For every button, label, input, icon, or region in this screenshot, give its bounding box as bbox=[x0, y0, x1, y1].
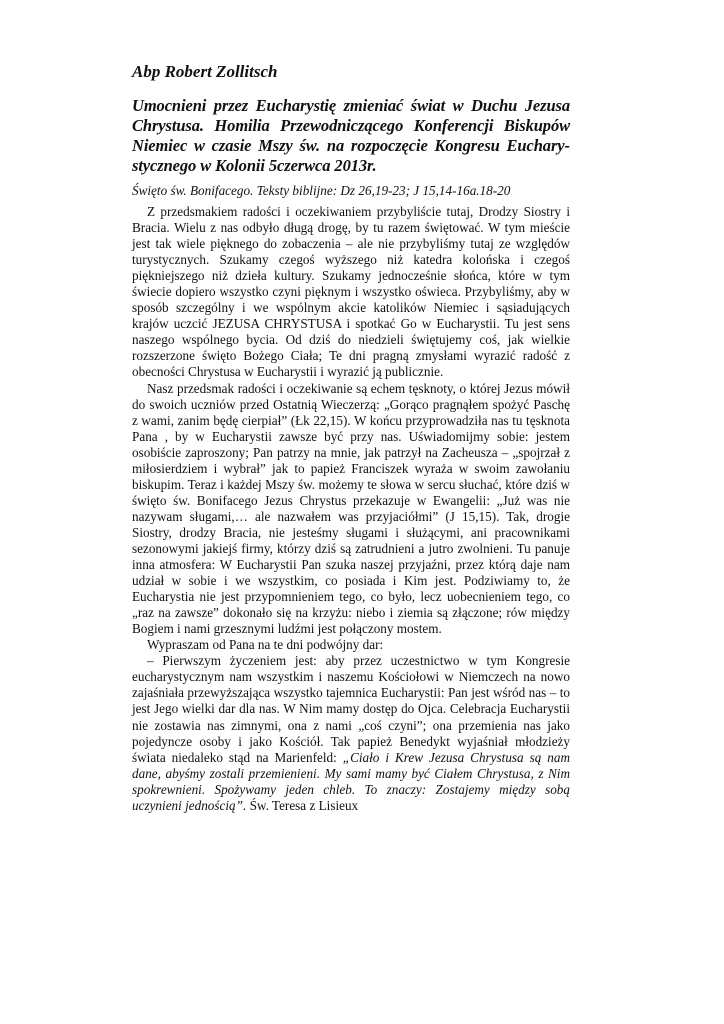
paragraph-4-text: – Pierwszym życzeniem jest: aby przez uczestnictwo w tym Kongresie eucharystycznym nam wszystkim i naszemu Kościołowi w Niemczech na nowo zajaśniała przewyższająca wszystko tajemnica Eucharystii: Pan jest wśród nas – to jest Jego wielki dar dla nas. W Nim mamy dostęp do Ojca. Celebracja Eucharystii nie zostawia nas zimnymi, ona z nami „coś czyni”; ona przemienia nas jako pojedyncze osoby i jako Kościół. Tak papież Benedykt wyjaśniał młodzieży świata niedaleko stąd na Marienfeld: bbox=[132, 653, 570, 765]
homily-body bbox=[132, 204, 570, 814]
liturgical-subtitle: Święto św. Bonifacego. Teksty biblijne: Dz 26,19-23; J 15,14-16a.18-20 bbox=[132, 183, 511, 198]
homily-title: Umocnieni przez Eucharystię zmieniać świat w Duchu Jezusa Chrystusa. Homilia Przewodniczącego Konferencji Biskupów Niemiec w czasie Mszy św. na rozpoczęcie Kongresu Eucharystycznego w Kolonii 5czerwca 2013r. bbox=[132, 96, 570, 175]
benedict-quote: „Ciało i Krew Jezusa Chrystusa są nam dane, abyśmy zostali przemienieni. My sami mamy być Ciałem Chrystusa, z Nim spokrewnieni. Spożywamy jeden chleb. To znaczy: Zostajemy między sobą uczynieni jednością”. bbox=[132, 749, 571, 813]
paragraph-1: Z przedsmakiem radości i oczekiwaniem przybyliście tutaj, Drodzy Siostry i Bracia. Wielu z nas odbyło długą drogę, by tu razem świętować. W tym mieście jest tak wiele pięknego do zobaczenia – ale nie przybyliśmy tutaj ze względów turystycznych. Szukamy czegoś wyższego niż katedra kolońska i czegoś piękniejszego niż dzieła kultury. Szukamy jednocześnie słońca, które w tym świecie dopiero wszystko czyni pięknym i wszystko oświeca. Przybyliśmy, aby w sposób szczególny i we wspólnym akcie katolików Niemiec i sąsiadujących krajów uczcić JEZUSA CHRYSTUSA i spotkać Go w Eucharystii. Tu jest sens naszego wspólnego bycia. Od dziś do niedzieli świętujemy coś, jak wielkie rozszerzone święto Bożego Ciała; Te dni pragną zmysłami wyrazić radość z obecności Chrystusa w Eucharystii i wyrazić ją publicznie. bbox=[132, 204, 570, 380]
author-name: Abp Robert Zollitsch bbox=[132, 62, 278, 81]
paragraph-4 bbox=[132, 653, 570, 813]
paragraph-3: Wypraszam od Pana na te dni podwójny dar: bbox=[147, 637, 384, 653]
paragraph-2: Nasz przedsmak radości i oczekiwanie są echem tęsknoty, o której Jezus mówił do swoich uczniów przed Ostatnią Wieczerzą: „Gorąco pragnąłem spożyć Paschę z wami, zanim będę cierpiał” (Łk 22,15). W końcu przyprowadziła nas tu tęsknota Pana , by w Eucharystii zawsze być przy nas. Uświadomijmy sobie: jestem osobiście zaproszony; Pan patrzy na mnie, jak patrzył na Zacheusza – „spojrzał z miłosierdziem i wybrał” jak to papież Franciszek wyraża w swoim zawołaniu biskupim. Teraz i każdej Mszy św. możemy te słowa w sercu słuchać, które dziś w święto św. Bonifacego Jezus Chrystus przekazuje w Ewangelii: „Już was nie nazywam sługami,… ale nazwałem was przyjaciółmi” (J 15,15). Tak, drogie Siostry, drodzy Bracia, nie jesteśmy sługami i służącymi, ani pracownikami sezonowymi jakiejś firmy, którzy dziś są zatrudnieni a jutro zwolnieni. Tu panuje inna atmosfera: W Eucharystii Pan szuka naszej przyjaźni, przez którą daje nam udział w sobie i we wszystkim, co posiada i Kim jest. Podziwiamy to, że Eucharystia nie jest przypomnieniem tego, co było, lecz uobecnieniem tego, co „raz na zawsze” dokonało się na krzyżu: niebo i ziemia są złączone; rów między Bogiem i nami grzesznymi ludźmi jest połączony mostem. bbox=[132, 380, 570, 637]
paragraph-4-tail: Św. Teresa z Lisieux bbox=[246, 797, 359, 813]
document-page bbox=[132, 62, 570, 814]
